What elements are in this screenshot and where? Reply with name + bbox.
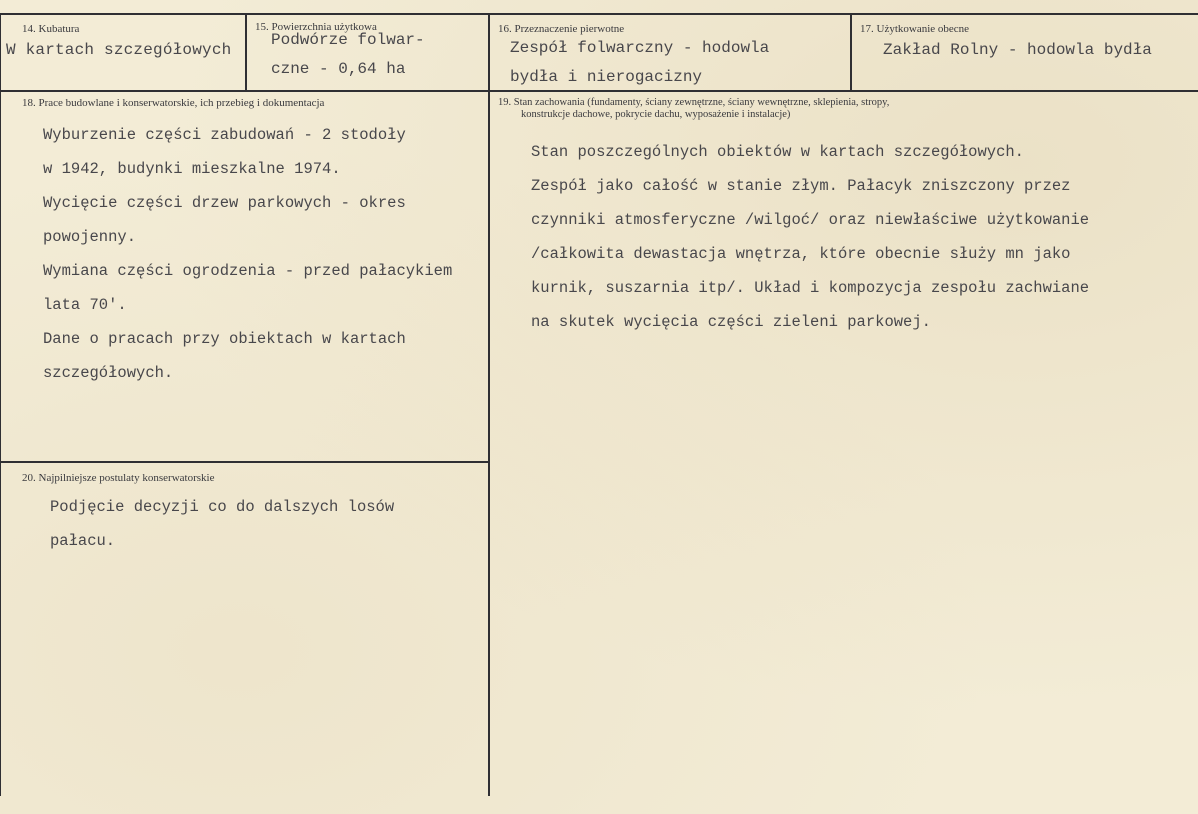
field-20-value — [50, 490, 394, 558]
field-15-line: czne - 0,64 ha — [271, 60, 406, 78]
field-16-value — [510, 34, 769, 92]
field-16-line: bydła i nierogacizny — [510, 68, 703, 86]
col-divider-3 — [850, 13, 852, 92]
left-margin-rule — [0, 13, 1, 796]
field-19-value — [531, 135, 1089, 339]
field-17-label: 17. Użytkowanie obecne — [860, 23, 970, 35]
field-19-line: /całkowita dewastacja wnętrza, które obecnie służy mn jako — [531, 245, 1071, 263]
field-14-value: W kartach szczegółowych — [6, 41, 232, 59]
field-20-line: Podjęcie decyzji co do dalszych losów — [50, 498, 395, 516]
field-15-line: Podwórze folwar- — [271, 31, 425, 49]
col-divider-2 — [488, 13, 490, 796]
field-19-line: na skutek wycięcia części zieleni parkowej. — [531, 313, 931, 331]
field-17-value: Zakład Rolny - hodowla bydła — [883, 41, 1152, 59]
field-18-line: Wycięcie części drzew parkowych - okres — [43, 194, 406, 212]
field-14-label: 14. Kubatura — [22, 23, 80, 35]
field-18-20-separator — [0, 461, 490, 463]
field-20-line: pałacu. — [50, 532, 116, 550]
field-18-value — [43, 118, 452, 390]
field-18-line: w 1942, budynki mieszkalne 1974. — [43, 160, 341, 178]
field-16-label: 16. Przeznaczenie pierwotne — [498, 23, 625, 35]
field-15-value — [271, 26, 425, 84]
field-19-label-line-2: konstrukcje dachowe, pokrycie dachu, wyposażenie i instalacje) — [521, 109, 791, 120]
field-18-line: lata 70'. — [43, 296, 127, 314]
field-18-line: Dane o pracach przy obiektach w kartach — [43, 330, 406, 348]
field-18-line: Wymiana części ogrodzenia - przed pałacykiem — [43, 262, 453, 280]
field-19-line: Stan poszczególnych obiektów w kartach szczegółowych. — [531, 143, 1024, 161]
field-18-line: powojenny. — [43, 228, 137, 246]
field-20-label: 20. Najpilniejsze postulaty konserwatorskie — [22, 472, 215, 484]
field-19-line: kurnik, suszarnia itp/. Układ i kompozycja zespołu zachwiane — [531, 279, 1090, 297]
field-15-label: 15. Powierzchnia użytkowa — [255, 21, 377, 33]
field-18-line: szczegółowych. — [43, 364, 174, 382]
field-19-line: Zespół jako całość w stanie złym. Pałacyk zniszczony przez — [531, 177, 1071, 195]
field-19-line: czynniki atmosferyczne /wilgoć/ oraz niewłaściwe użytkowanie — [531, 211, 1090, 229]
field-16-line: Zespół folwarczny - hodowla — [510, 39, 770, 57]
field-19-label-line-1: 19. Stan zachowania (fundamenty, ściany zewnętrzne, ściany wewnętrzne, sklepienia, stropy, — [498, 97, 890, 108]
field-18-label: 18. Prace budowlane i konserwatorskie, ich przebieg i dokumentacja — [22, 97, 325, 109]
field-18-line: Wyburzenie części zabudowań - 2 stodoły — [43, 126, 406, 144]
top-rule — [0, 13, 1198, 15]
col-divider-1 — [245, 13, 247, 92]
